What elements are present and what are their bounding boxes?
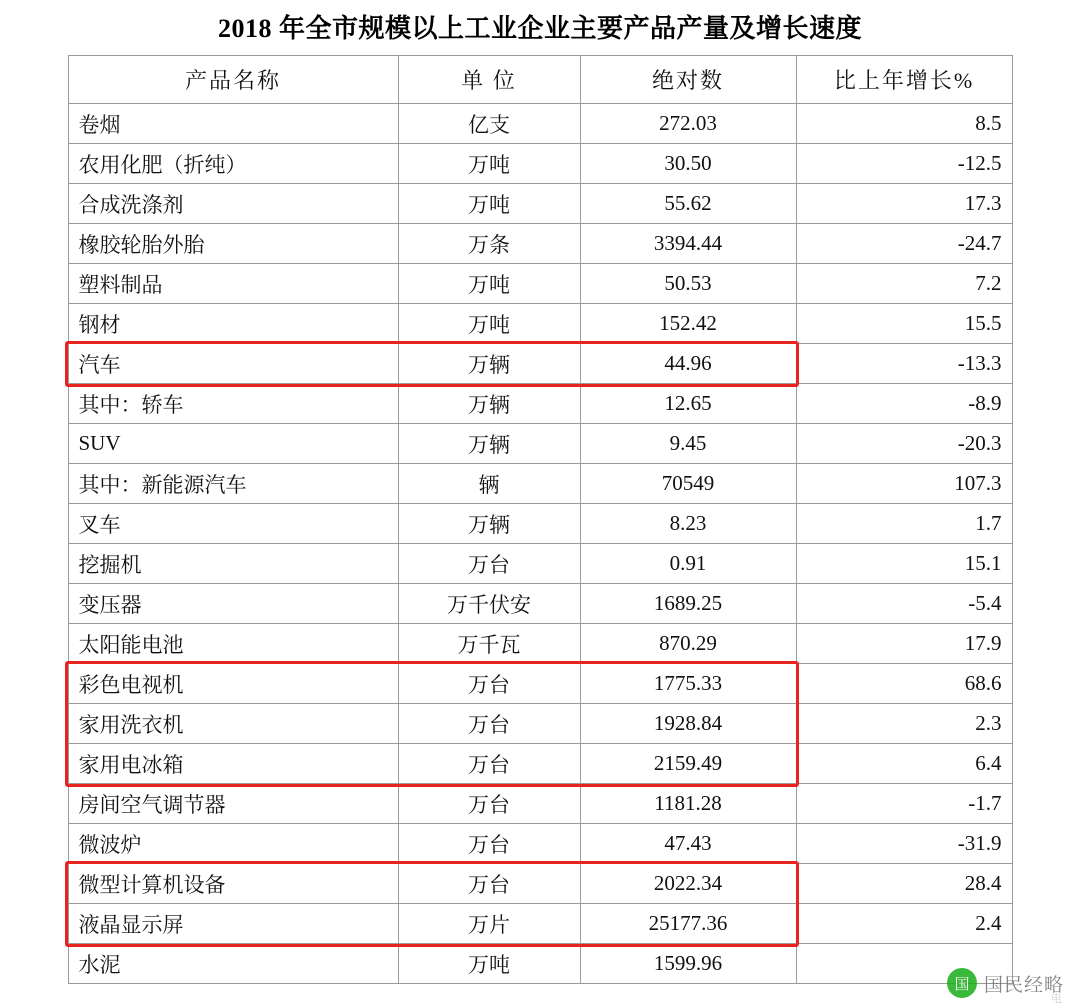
- cell-absolute-value: 9.45: [580, 424, 796, 464]
- cell-product-name: 塑料制品: [68, 264, 398, 304]
- cell-growth-rate: -20.3: [796, 424, 1012, 464]
- table-row: [68, 104, 1012, 144]
- cell-unit: 万辆: [398, 384, 580, 424]
- cell-product-name: 房间空气调节器: [68, 784, 398, 824]
- table-row: [68, 584, 1012, 624]
- cell-absolute-value: 12.65: [580, 384, 796, 424]
- cell-product-name: 微型计算机设备: [68, 864, 398, 904]
- cell-absolute-value: 25177.36: [580, 904, 796, 944]
- cell-growth-rate: 6.4: [796, 744, 1012, 784]
- table-row: [68, 184, 1012, 224]
- cell-growth-rate: -31.9: [796, 824, 1012, 864]
- cell-growth-rate: 15.1: [796, 544, 1012, 584]
- cell-absolute-value: 47.43: [580, 824, 796, 864]
- cell-product-name: 家用电冰箱: [68, 744, 398, 784]
- cell-product-name: 挖掘机: [68, 544, 398, 584]
- cell-unit: 万台: [398, 744, 580, 784]
- cell-growth-rate: -5.4: [796, 584, 1012, 624]
- table-row: [68, 944, 1012, 984]
- cell-unit: 亿支: [398, 104, 580, 144]
- table-row: [68, 144, 1012, 184]
- cell-absolute-value: 272.03: [580, 104, 796, 144]
- cell-product-name: 太阳能电池: [68, 624, 398, 664]
- cell-growth-rate: -12.5: [796, 144, 1012, 184]
- cell-unit: 万千瓦: [398, 624, 580, 664]
- cell-product-name: 其中：轿车: [68, 384, 398, 424]
- cell-product-name: 家用洗衣机: [68, 704, 398, 744]
- cell-growth-rate: 2.4: [796, 904, 1012, 944]
- column-header-absolute: 绝对数: [580, 56, 796, 104]
- cell-absolute-value: 55.62: [580, 184, 796, 224]
- cell-unit: 万吨: [398, 304, 580, 344]
- table-row: [68, 904, 1012, 944]
- cell-unit: 辆: [398, 464, 580, 504]
- table-row: [68, 304, 1012, 344]
- cell-unit: 万台: [398, 784, 580, 824]
- cell-product-name: 水泥: [68, 944, 398, 984]
- cell-growth-rate: 68.6: [796, 664, 1012, 704]
- cell-absolute-value: 2159.49: [580, 744, 796, 784]
- cell-unit: 万吨: [398, 264, 580, 304]
- table-row: [68, 344, 1012, 384]
- table-row: [68, 664, 1012, 704]
- cell-unit: 万吨: [398, 144, 580, 184]
- cell-unit: 万片: [398, 904, 580, 944]
- cell-growth-rate: 2.3: [796, 704, 1012, 744]
- cell-absolute-value: 50.53: [580, 264, 796, 304]
- cell-growth-rate: 28.4: [796, 864, 1012, 904]
- cell-absolute-value: 152.42: [580, 304, 796, 344]
- cell-product-name: 卷烟: [68, 104, 398, 144]
- cell-growth-rate: -8.9: [796, 384, 1012, 424]
- cell-growth-rate: 17.3: [796, 184, 1012, 224]
- table-row: [68, 384, 1012, 424]
- cell-absolute-value: 70549: [580, 464, 796, 504]
- cell-growth-rate: -13.3: [796, 344, 1012, 384]
- watermark-label: 国民经略: [983, 974, 1064, 996]
- cell-product-name: 变压器: [68, 584, 398, 624]
- column-header-name: 产品名称: [68, 56, 398, 104]
- cell-growth-rate: 15.5: [796, 304, 1012, 344]
- table-row: [68, 824, 1012, 864]
- watermark: [947, 968, 1064, 1005]
- table-row: [68, 784, 1012, 824]
- cell-unit: 万台: [398, 544, 580, 584]
- cell-product-name: 钢材: [68, 304, 398, 344]
- table-row: [68, 504, 1012, 544]
- cell-product-name: 彩色电视机: [68, 664, 398, 704]
- cell-product-name: SUV: [68, 424, 398, 464]
- cell-growth-rate: 8.5: [796, 104, 1012, 144]
- cell-unit: 万辆: [398, 344, 580, 384]
- cell-absolute-value: 3394.44: [580, 224, 796, 264]
- page-title: 2018 年全市规模以上工业企业主要产品产量及增长速度: [217, 14, 862, 43]
- table-row: [68, 464, 1012, 504]
- cell-product-name: 橡胶轮胎外胎: [68, 224, 398, 264]
- cell-growth-rate: -24.7: [796, 224, 1012, 264]
- column-header-unit: 单 位: [398, 56, 580, 104]
- cell-unit: 万吨: [398, 944, 580, 984]
- table-body: [68, 104, 1012, 984]
- table-row: [68, 424, 1012, 464]
- column-header-growth: 比上年增长%: [796, 56, 1012, 104]
- table-row: [68, 264, 1012, 304]
- cell-absolute-value: 8.23: [580, 504, 796, 544]
- cell-growth-rate: 17.9: [796, 624, 1012, 664]
- cell-product-name: 叉车: [68, 504, 398, 544]
- cell-product-name: 液晶显示屏: [68, 904, 398, 944]
- cell-growth-rate: 107.3: [796, 464, 1012, 504]
- table-header-row: [68, 56, 1012, 104]
- table-row: [68, 624, 1012, 664]
- watermark-logo-icon: 国: [947, 968, 977, 998]
- cell-product-name: 其中：新能源汽车: [68, 464, 398, 504]
- cell-absolute-value: 0.91: [580, 544, 796, 584]
- cell-absolute-value: 30.50: [580, 144, 796, 184]
- cell-unit: 万台: [398, 864, 580, 904]
- table-row: [68, 864, 1012, 904]
- table-row: [68, 704, 1012, 744]
- product-output-table: [68, 55, 1013, 984]
- table-row: [68, 224, 1012, 264]
- cell-growth-rate: 7.2: [796, 264, 1012, 304]
- cell-unit: 万辆: [398, 504, 580, 544]
- cell-absolute-value: 1599.96: [580, 944, 796, 984]
- cell-unit: 万台: [398, 664, 580, 704]
- table-row: [68, 744, 1012, 784]
- cell-absolute-value: 1181.28: [580, 784, 796, 824]
- cell-growth-rate: -1.7: [796, 784, 1012, 824]
- cell-unit: 万吨: [398, 184, 580, 224]
- cell-unit: 万台: [398, 824, 580, 864]
- cell-product-name: 农用化肥（折纯）: [68, 144, 398, 184]
- cell-unit: 万台: [398, 704, 580, 744]
- cell-unit: 万条: [398, 224, 580, 264]
- cell-absolute-value: 870.29: [580, 624, 796, 664]
- cell-unit: 万辆: [398, 424, 580, 464]
- cell-absolute-value: 44.96: [580, 344, 796, 384]
- watermark-sub-label: 电: [1051, 993, 1062, 1005]
- cell-absolute-value: 1775.33: [580, 664, 796, 704]
- cell-unit: 万千伏安: [398, 584, 580, 624]
- cell-absolute-value: 1928.84: [580, 704, 796, 744]
- cell-product-name: 微波炉: [68, 824, 398, 864]
- cell-absolute-value: 2022.34: [580, 864, 796, 904]
- table-row: [68, 544, 1012, 584]
- cell-product-name: 汽车: [68, 344, 398, 384]
- cell-growth-rate: 1.7: [796, 504, 1012, 544]
- cell-absolute-value: 1689.25: [580, 584, 796, 624]
- cell-product-name: 合成洗涤剂: [68, 184, 398, 224]
